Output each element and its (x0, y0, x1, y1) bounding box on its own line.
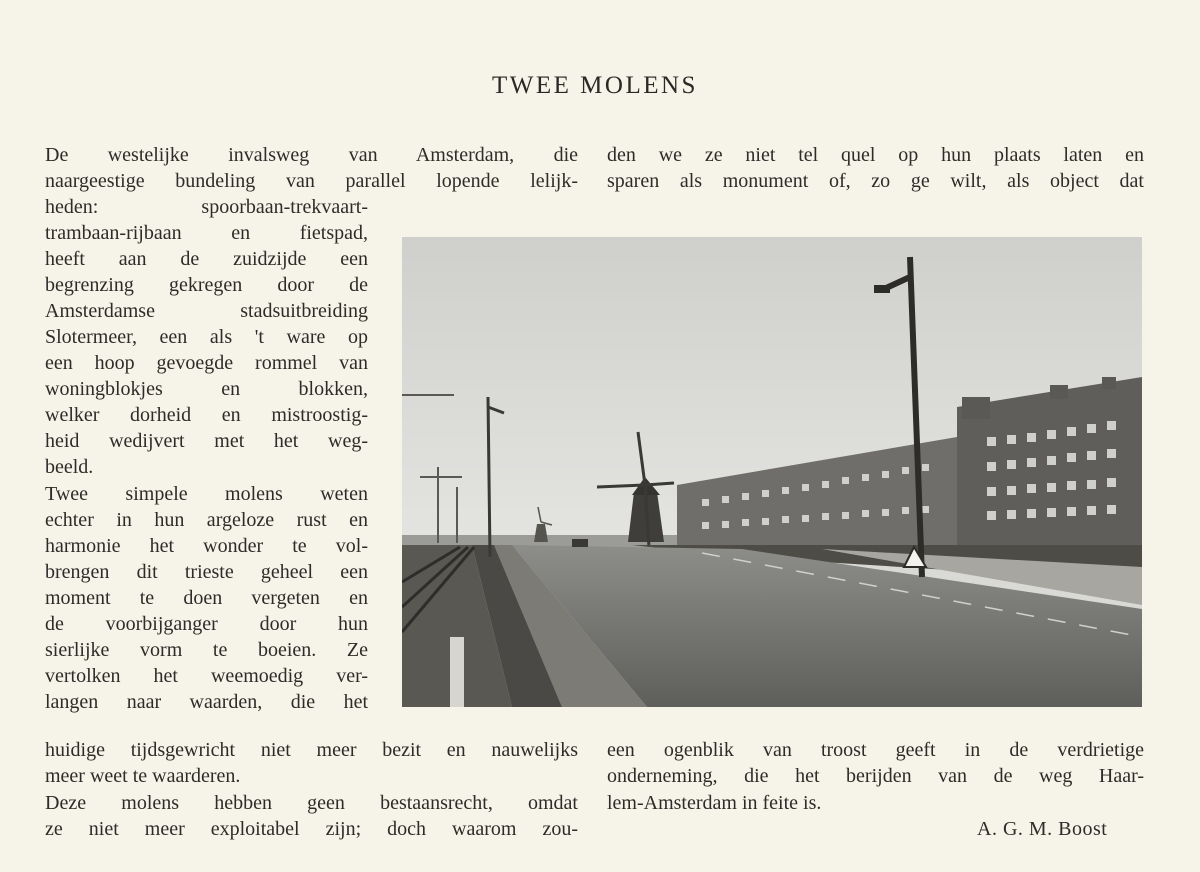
text-line: sierlijke vorm te boeien. Ze (45, 639, 368, 661)
text-line: heeft aan de zuidzijde een (45, 248, 368, 270)
article-title: TWEE MOLENS (492, 72, 698, 99)
text-line: harmonie het wonder te vol- (45, 535, 368, 557)
text-line: de voorbijganger door hun (45, 613, 368, 635)
text-line: Twee simpele molens weten (45, 483, 368, 505)
text-line: brengen dit trieste geheel een (45, 561, 368, 583)
text-line: huidige tijdsgewricht niet meer bezit en nauwelijks (45, 739, 578, 761)
author-signature: A. G. M. Boost (977, 818, 1108, 840)
text-line: begrenzing gekregen door de (45, 274, 368, 296)
text-line: beeld. (45, 456, 94, 478)
text-line: Amsterdamse stadsuitbreiding (45, 300, 368, 322)
bollard (450, 637, 464, 707)
text-line: echter in hun argeloze rust en (45, 509, 368, 531)
text-line: een ogenblik van troost geeft in de verdrietige (607, 739, 1144, 761)
car (572, 539, 588, 547)
text-line: moment te doen vergeten en (45, 587, 368, 609)
text-line: woningblokjes en blokken, (45, 378, 368, 400)
text-line: onderneming, die het berijden van de weg Haar- (607, 765, 1144, 787)
text-line: vertolken het weemoedig ver- (45, 665, 368, 687)
text-line: den we ze niet tel quel op hun plaats laten en (607, 144, 1144, 166)
lamp-head (874, 285, 890, 293)
photo-illustration (402, 237, 1142, 707)
text-line: Slotermeer, een als 't ware op (45, 326, 368, 348)
text-line: naargeestige bundeling van parallel lopende lelijk- (45, 170, 578, 192)
text-line: meer weet te waarderen. (45, 765, 241, 787)
text-line: een hoop gevoegde rommel van (45, 352, 368, 374)
text-line: heden: spoorbaan-trekvaart- (45, 196, 368, 218)
article-photo (402, 237, 1142, 707)
text-line: lem-Amsterdam in feite is. (607, 792, 822, 814)
text-line: De westelijke invalsweg van Amsterdam, die (45, 144, 578, 166)
text-line: Deze molens hebben geen bestaansrecht, omdat (45, 792, 578, 814)
text-line: heid wedijvert met het weg- (45, 430, 368, 452)
text-line: sparen als monument of, zo ge wilt, als object dat (607, 170, 1144, 192)
text-line: welker dorheid en mistroostig- (45, 404, 368, 426)
text-line: trambaan-rijbaan en fietspad, (45, 222, 368, 244)
text-line: ze niet meer exploitabel zijn; doch waarom zou- (45, 818, 578, 840)
text-line: langen naar waarden, die het (45, 691, 368, 713)
